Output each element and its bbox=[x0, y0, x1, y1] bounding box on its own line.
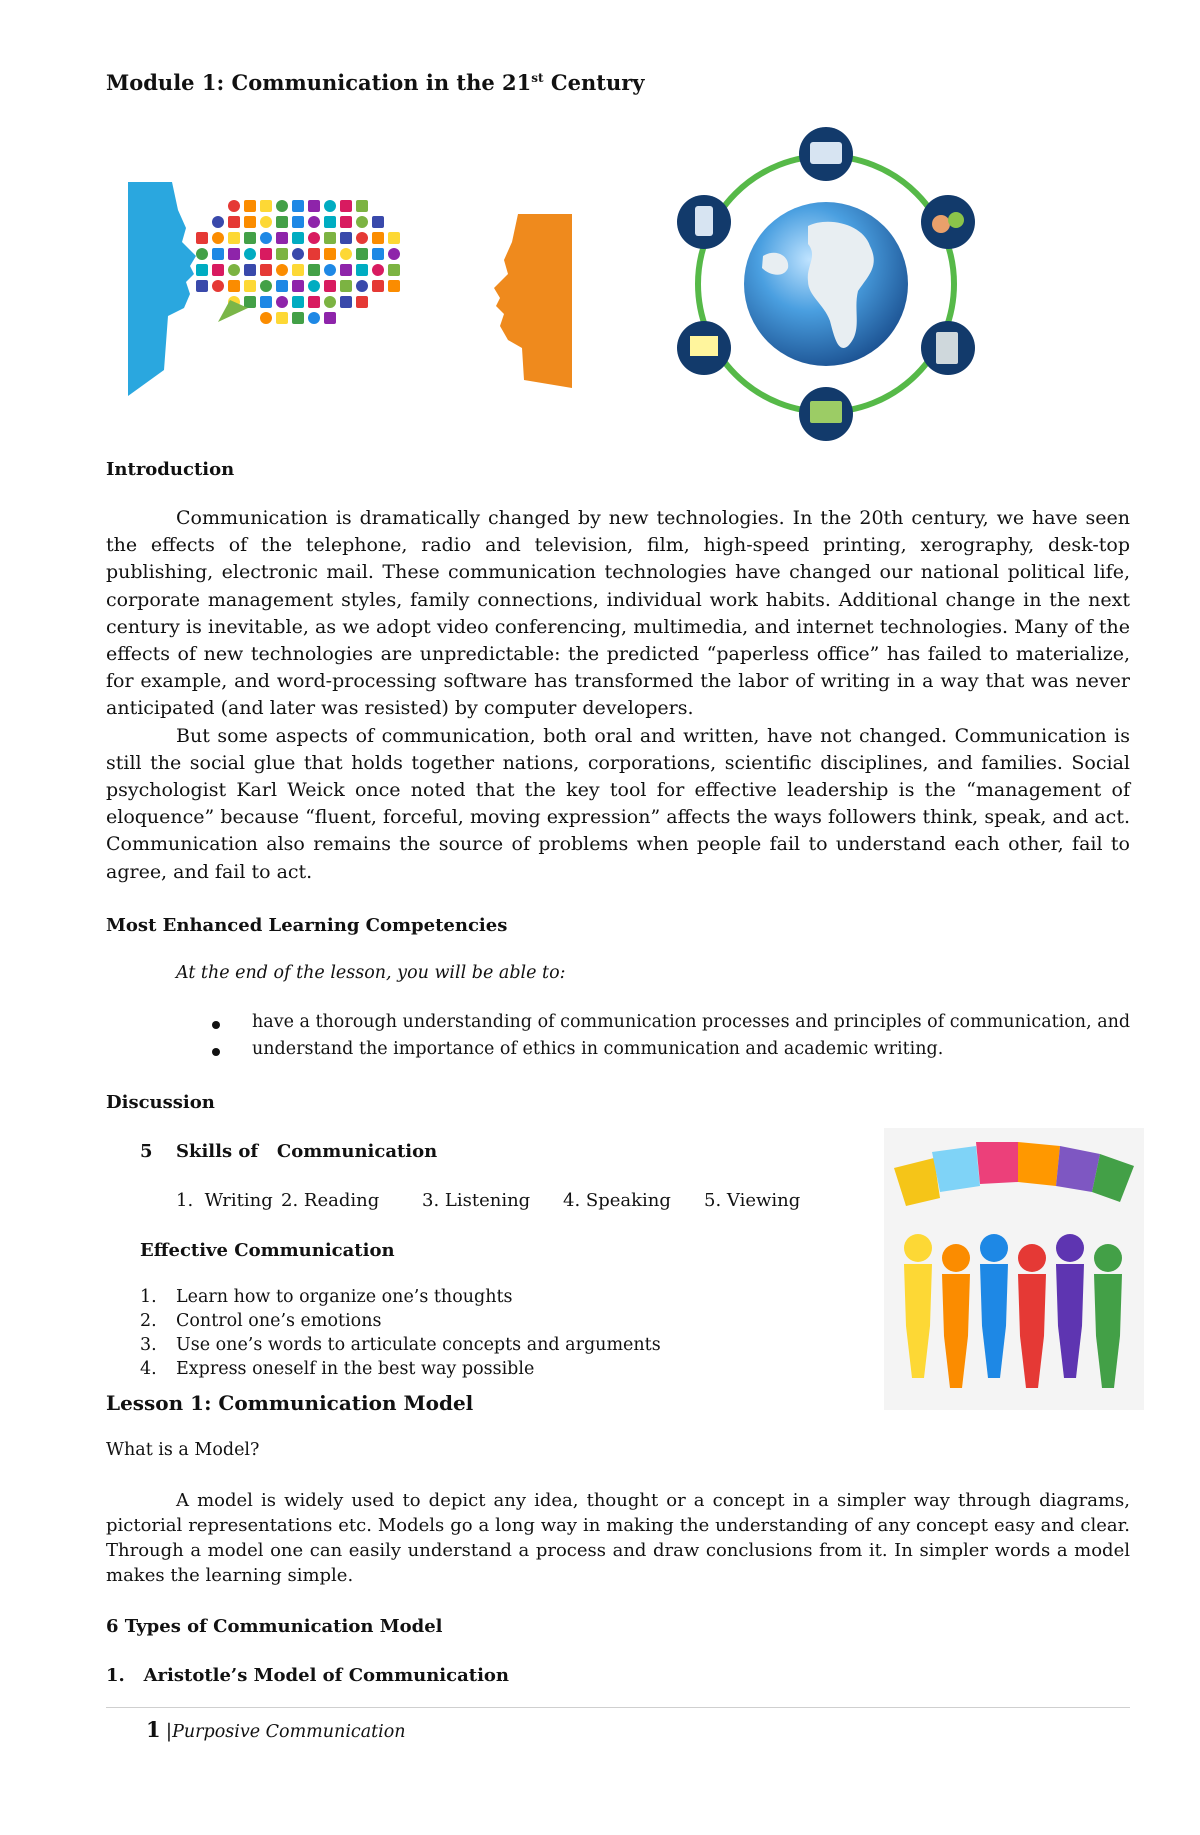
bubble-icon-tile bbox=[196, 264, 208, 276]
bubble-icon-tile bbox=[212, 232, 224, 244]
footer-title: Purposive Communication bbox=[172, 1722, 406, 1742]
bubble-icon-tile bbox=[308, 280, 320, 292]
bubble-icon-tile bbox=[276, 280, 288, 292]
bubble-icon-tile bbox=[276, 248, 288, 260]
bubble-icon-tile bbox=[292, 312, 304, 324]
bubble-icon-tile bbox=[276, 200, 288, 212]
tablet-icon bbox=[799, 127, 853, 181]
bubble-icon-tile bbox=[388, 248, 400, 260]
skill-item: 2. Reading bbox=[281, 1190, 380, 1211]
bubble-icon-tile bbox=[308, 248, 320, 260]
bubble-icon-tile bbox=[372, 232, 384, 244]
bubble-icon-tile bbox=[244, 216, 256, 228]
bubble-icon-tile bbox=[356, 216, 368, 228]
bubble-icon-tile bbox=[228, 216, 240, 228]
orange-head-silhouette bbox=[494, 214, 572, 388]
icon-speech-bubble bbox=[196, 200, 400, 324]
bubble-icon-tile bbox=[356, 248, 368, 260]
skill-item: 4. Speaking bbox=[563, 1190, 671, 1211]
skills-number: 5 bbox=[140, 1141, 153, 1162]
list-item: 3. Use one’s words to articulate concepts and arguments bbox=[140, 1335, 661, 1355]
bubble-icon-tile bbox=[340, 248, 352, 260]
bubble-icon-tile bbox=[244, 232, 256, 244]
server-icon bbox=[921, 321, 975, 375]
bubble-icon-tile bbox=[340, 264, 352, 276]
bubble-icon-tile bbox=[372, 216, 384, 228]
module-title: Module 1: Communication in the 21st Century bbox=[106, 70, 645, 95]
bubble-icon-tile bbox=[308, 296, 320, 308]
bubble-icon-tile bbox=[308, 232, 320, 244]
bubble-icon-tile bbox=[388, 264, 400, 276]
bubble-icon-tile bbox=[324, 216, 336, 228]
bubble-icon-tile bbox=[372, 248, 384, 260]
bubble-icon-tile bbox=[260, 312, 272, 324]
bubble-icon-tile bbox=[212, 280, 224, 292]
bubble-icon-tile bbox=[324, 248, 336, 260]
bubble-icon-tile bbox=[308, 200, 320, 212]
page-footer bbox=[146, 1717, 406, 1742]
list-item: understand the importance of ethics in communication and academic writing. bbox=[212, 1039, 1130, 1066]
figure-head bbox=[904, 1234, 932, 1262]
bubble-icon-tile bbox=[244, 296, 256, 308]
model-question: What is a Model? bbox=[106, 1440, 260, 1460]
bubble-icon-tile bbox=[308, 216, 320, 228]
bubble-icon-tile bbox=[260, 200, 272, 212]
figure-head bbox=[1018, 1244, 1046, 1272]
discussion-heading: Discussion bbox=[106, 1092, 215, 1113]
model-types-heading: 6 Types of Communication Model bbox=[106, 1616, 443, 1637]
figure-head bbox=[980, 1234, 1008, 1262]
lesson-heading: Lesson 1: Communication Model bbox=[106, 1391, 474, 1415]
bubble-icon-tile bbox=[372, 280, 384, 292]
bubble-icon-tile bbox=[276, 312, 288, 324]
bubble-icon-tile bbox=[244, 280, 256, 292]
team-puzzle-illustration bbox=[884, 1128, 1144, 1410]
bubble-icon-tile bbox=[356, 232, 368, 244]
bubble-icon-tile bbox=[356, 200, 368, 212]
bubble-icon-tile bbox=[212, 264, 224, 276]
bubble-icon-tile bbox=[260, 264, 272, 276]
bubble-icon-tile bbox=[356, 296, 368, 308]
bubble-icon-tile bbox=[292, 280, 304, 292]
bubble-icon-tile bbox=[228, 232, 240, 244]
email-icon bbox=[677, 321, 731, 375]
bubble-icon-tile bbox=[260, 280, 272, 292]
bubble-icon-tile bbox=[260, 216, 272, 228]
bubble-icon-tile bbox=[276, 216, 288, 228]
figure-head bbox=[1094, 1244, 1122, 1272]
footer-separator: | bbox=[165, 1720, 173, 1742]
effective-communication-list bbox=[140, 1287, 661, 1383]
bubble-icon-tile bbox=[260, 232, 272, 244]
bubble-icon-tile bbox=[340, 280, 352, 292]
bubble-icon-tile bbox=[212, 216, 224, 228]
bubble-icon-tile bbox=[292, 264, 304, 276]
bubble-icon-tile bbox=[324, 312, 336, 324]
bubble-icon-tile bbox=[260, 248, 272, 260]
blue-head-silhouette bbox=[128, 182, 196, 396]
list-item: 2. Control one’s emotions bbox=[140, 1311, 382, 1331]
bubble-icon-tile bbox=[324, 264, 336, 276]
bubble-icon-tile bbox=[388, 232, 400, 244]
globe-network-illustration bbox=[658, 116, 994, 446]
bubble-icon-tile bbox=[324, 296, 336, 308]
competencies-heading: Most Enhanced Learning Competencies bbox=[106, 915, 508, 936]
communication-heads-illustration bbox=[120, 170, 575, 400]
bubble-icon-tile bbox=[292, 216, 304, 228]
competencies-lead: At the end of the lesson, you will be able to: bbox=[176, 963, 566, 983]
bubble-icon-tile bbox=[196, 248, 208, 260]
bubble-icon-tile bbox=[292, 200, 304, 212]
bubble-icon-tile bbox=[196, 280, 208, 292]
introduction-heading: Introduction bbox=[106, 459, 235, 480]
bubble-icon-tile bbox=[308, 312, 320, 324]
introduction-paragraph: But some aspects of communication, both oral and written, have not changed. Communication is still the social glue that holds together nations, corporations, scientific disciplines, and families. Social psychologist Karl Weick once noted that the key tool for effective leadership is the “management of eloquence” because “fluent, forceful, moving expression” affects the ways followers think, speak, and act. Communication also remains the source of problems when people fail to understand each other, fail to agree, and fail to act. bbox=[106, 724, 1130, 883]
effective-communication-heading: Effective Communication bbox=[140, 1240, 395, 1261]
bubble-icon-tile bbox=[340, 232, 352, 244]
skills-title: Skills of Communication bbox=[176, 1141, 438, 1162]
mobile-phone-icon bbox=[677, 195, 731, 249]
bubble-icon-tile bbox=[324, 280, 336, 292]
monitor-icon bbox=[799, 387, 853, 441]
list-item: have a thorough understanding of communication processes and principles of communication, and bbox=[212, 1012, 1130, 1039]
bubble-icon-tile bbox=[244, 200, 256, 212]
bubble-icon-tile bbox=[228, 248, 240, 260]
bubble-icon-tile bbox=[276, 264, 288, 276]
skills-row bbox=[176, 1190, 800, 1211]
bubble-icon-tile bbox=[228, 280, 240, 292]
bubble-icon-tile bbox=[260, 296, 272, 308]
bubble-icon-tile bbox=[196, 232, 208, 244]
figure-head bbox=[942, 1244, 970, 1272]
bubble-icon-tile bbox=[356, 264, 368, 276]
aristotle-model-heading: 1. Aristotle’s Model of Communication bbox=[106, 1665, 509, 1686]
people-chat-icon bbox=[921, 195, 975, 249]
bubble-icon-tile bbox=[324, 200, 336, 212]
list-item: 1. Learn how to organize one’s thoughts bbox=[140, 1287, 513, 1307]
introduction-paragraph: Communication is dramatically changed by new technologies. In the 20th century, we have seen the effects of the telephone, radio and television, film, high-speed printing, xerography, desk-top publishing, electronic mail. These communication technologies have changed our national political life, corporate management styles, family connections, individual work habits. Additional change in the next century is inevitable, as we adopt video conferencing, multimedia, and internet technologies. Many of the effects of new technologies are unpredictable: the predicted “paperless office” has failed to materialize, for example, and word-processing software has transformed the labor of writing in a way that was never anticipated (and later was resisted) by computer developers. bbox=[106, 507, 1130, 720]
bubble-icon-tile bbox=[228, 200, 240, 212]
bubble-icon-tile bbox=[340, 216, 352, 228]
bubble-icon-tile bbox=[276, 232, 288, 244]
bubble-icon-tile bbox=[308, 264, 320, 276]
bubble-icon-tile bbox=[228, 264, 240, 276]
list-item: 4. Express oneself in the best way possible bbox=[140, 1359, 535, 1379]
page-number: 1 bbox=[146, 1717, 161, 1742]
footer-divider bbox=[106, 1707, 1130, 1708]
skill-item: 1. Writing bbox=[176, 1190, 273, 1211]
bubble-icon-tile bbox=[324, 232, 336, 244]
skill-item: 5. Viewing bbox=[704, 1190, 801, 1211]
introduction-body bbox=[106, 505, 1130, 886]
speech-bubble-tail bbox=[218, 300, 248, 322]
bubble-icon-tile bbox=[244, 264, 256, 276]
bubble-icon-tile bbox=[340, 200, 352, 212]
bubble-icon-tile bbox=[212, 248, 224, 260]
bubble-icon-tile bbox=[292, 248, 304, 260]
figure-head bbox=[1056, 1234, 1084, 1262]
bubble-icon-tile bbox=[388, 280, 400, 292]
bubble-icon-tile bbox=[340, 296, 352, 308]
model-definition-paragraph: A model is widely used to depict any idea, thought or a concept in a simpler way through diagrams, pictorial representations etc. Models go a long way in making the understanding of any concept easy and clear. Through a model one can easily understand a process and draw conclusions from it. In simpler words a model makes the learning simple. bbox=[106, 1490, 1130, 1586]
competencies-list bbox=[212, 1012, 1130, 1066]
bubble-icon-tile bbox=[356, 280, 368, 292]
bubble-icon-tile bbox=[372, 264, 384, 276]
bubble-icon-tile bbox=[292, 296, 304, 308]
bubble-icon-tile bbox=[276, 296, 288, 308]
bubble-icon-tile bbox=[244, 248, 256, 260]
bubble-icon-tile bbox=[292, 232, 304, 244]
skill-item: 3. Listening bbox=[422, 1190, 531, 1211]
